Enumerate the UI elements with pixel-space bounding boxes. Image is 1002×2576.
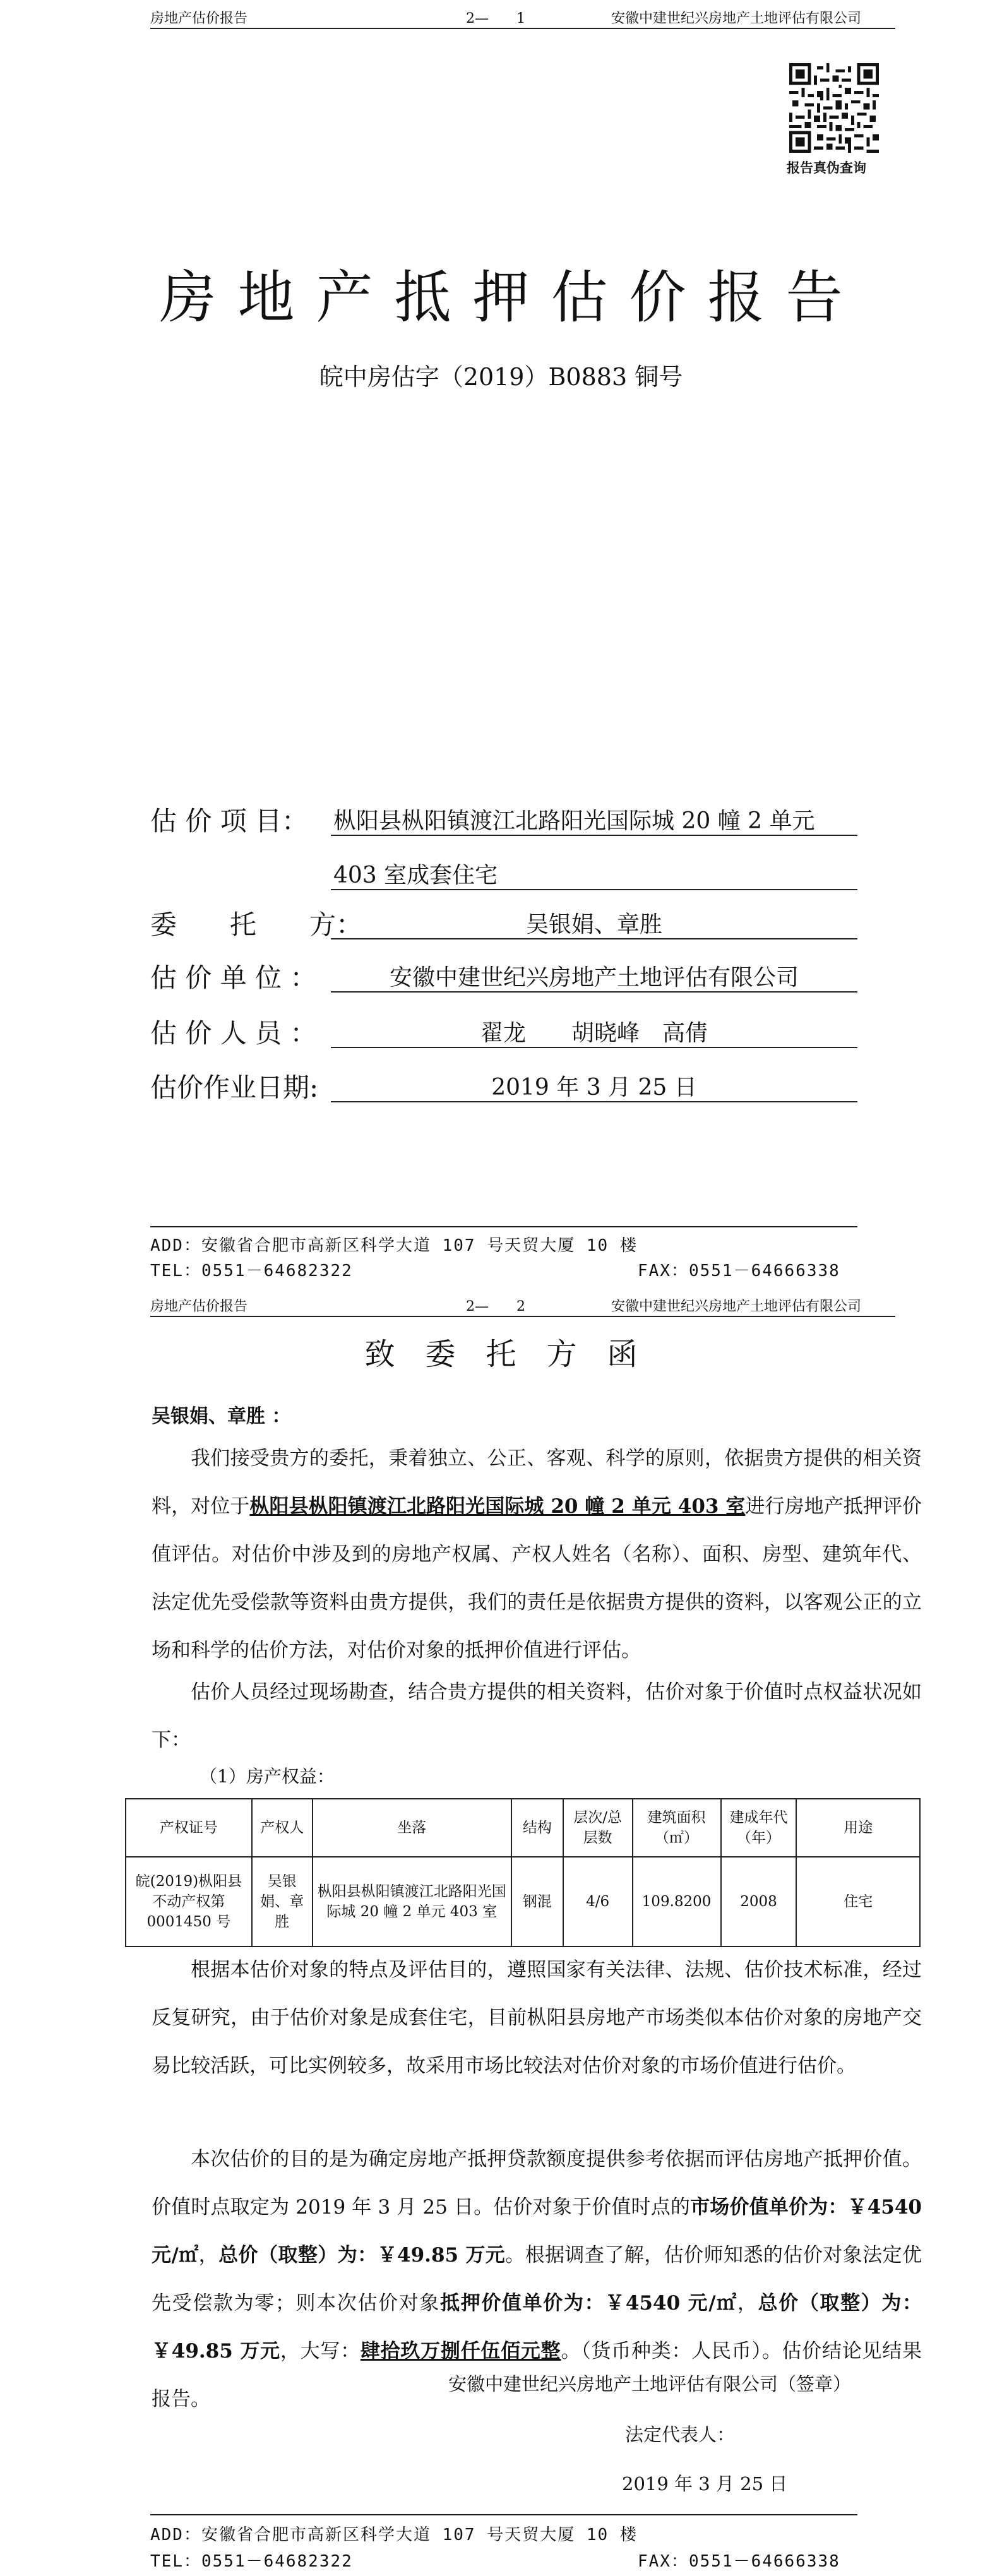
table-row — [126, 1857, 920, 1947]
page1-header-rule — [150, 28, 895, 29]
field-underline — [331, 835, 857, 836]
field-label-project: 估 价 项 目： — [150, 806, 309, 837]
qr-caption: 报告真伪查询 — [787, 160, 866, 176]
table-header-cell: 层次/总层数 — [563, 1799, 633, 1857]
table-cell: 109.8200 — [633, 1857, 721, 1947]
p4-text-a: 本次估价的目的是为确定房地产抵押贷款额度提供参考依据而评估房地产抵押价值。价值时点取定为 2019 年 3 月 25 日。估价对象于价值时点的 — [152, 2148, 922, 2219]
page1-header-right: 安徽中建世纪兴房地产土地评估有限公司 — [611, 11, 862, 27]
page1-footer-rule — [150, 1226, 857, 1227]
p4-mortgage-total-price: 总价（取整）为：￥49.85 万元 — [152, 2292, 922, 2363]
page2-footer-tel: TEL：0551－64682322 — [150, 2552, 353, 2571]
property-rights-table — [125, 1798, 921, 1947]
table-header-cell: 用途 — [796, 1799, 920, 1857]
field-label-client: 委 托 方： — [150, 909, 363, 940]
p4-text-k: 。（货币种类：人民币）。估价结论见结果报告。 — [152, 2340, 922, 2411]
p4-market-total-price: 总价（取整）为：￥49.85 万元 — [218, 2244, 506, 2267]
p4-text-g: ， — [737, 2292, 758, 2315]
field-value-unit: 安徽中建世纪兴房地产土地评估有限公司 — [389, 965, 799, 991]
p4-mortgage-unit-price: 抵押价值单价为：￥4540 元/㎡ — [440, 2292, 737, 2315]
table-header-cell: 结构 — [511, 1799, 563, 1857]
letter-paragraph-1 — [152, 1434, 922, 1674]
table-cell: 住宅 — [796, 1857, 920, 1947]
p4-amount-in-words: 肆拾玖万捌仟伍佰元整 — [360, 2340, 561, 2363]
field-value-date: 2019 年 3 月 25 日 — [491, 1075, 697, 1100]
p4-text-e: 。根据调查了解，估价师知悉的估价对象法定优先受偿款为零；则本次估价对象 — [152, 2244, 922, 2315]
table-header-cell: 建筑面积（㎡） — [633, 1799, 721, 1857]
page2-footer-address: ADD：安徽省合肥市高新区科学大道 107 号天贸大厦 10 楼 — [150, 2525, 638, 2544]
table-header-row — [126, 1799, 920, 1857]
signature-company: 安徽中建世纪兴房地产土地评估有限公司（签章） — [448, 2373, 852, 2395]
field-underline — [331, 889, 857, 890]
field-label-persons: 估 价 人 员 ： — [150, 1018, 317, 1049]
field-value-project-line2: 403 室成套住宅 — [333, 862, 498, 888]
report-title: 房地产抵押估价报告 — [159, 265, 864, 331]
p4-market-unit-price: 市场价值单价为：￥4540 元/㎡ — [152, 2196, 922, 2267]
field-label-unit: 估 价 单 位 ： — [150, 962, 317, 993]
field-underline — [331, 1047, 857, 1048]
table-header-cell: 产权证号 — [126, 1799, 252, 1857]
report-number: 皖中房估字（2019）B0883 铜号 — [319, 363, 683, 391]
letter-salutation: 吴银娟、章胜 ： — [152, 1405, 291, 1428]
letter-paragraph-3 — [152, 1946, 922, 2090]
p2-text: 估价人员经过现场勘查，结合贵方提供的相关资料，估价对象于价值时点权益状况如下： — [152, 1681, 922, 1751]
page2-header-rule — [150, 1316, 895, 1317]
table-caption: （1）房产权益： — [200, 1766, 335, 1787]
p4-text-c: ， — [198, 2244, 219, 2267]
page2-header-right: 安徽中建世纪兴房地产土地评估有限公司 — [611, 1299, 862, 1315]
table-header-cell: 产权人 — [252, 1799, 313, 1857]
table-cell: 吴银娟、章胜 — [252, 1857, 313, 1947]
p3-text: 根据本估价对象的特点及评估目的，遵照国家有关法律、法规、估价技术标准，经过反复研究，由于估价对象是成套住宅，目前枞阳县房地产市场类似本估价对象的房地产交易比较活跃，可比实例较多，故采用市场比较法对估价对象的市场价值进行估价。 — [152, 1959, 922, 2077]
page1-header-left: 房地产估价报告 — [150, 11, 248, 27]
page1-header-page-number: 2— 1 — [466, 11, 525, 27]
table-header-cell: 建成年代（年） — [721, 1799, 797, 1857]
letter-paragraph-2 — [152, 1668, 922, 1764]
field-label-date: 估价作业日期: — [150, 1072, 319, 1103]
field-underline — [331, 991, 857, 993]
table-cell: 枞阳县枞阳镇渡江北路阳光国际城 20 幢 2 单元 403 室 — [313, 1857, 511, 1947]
page1-footer-fax: FAX：0551－64666338 — [638, 1261, 840, 1280]
field-value-client: 吴银娟、章胜 — [525, 912, 662, 938]
table-cell: 4/6 — [563, 1857, 633, 1947]
field-underline — [331, 1101, 857, 1102]
signature-legal-representative: 法定代表人： — [625, 2424, 736, 2445]
p1-text-a: 我们接受贵方的委托，秉着独立、公正、客观、科学的原则，依据贵方提供的相关资料，对位于 — [152, 1447, 922, 1518]
p4-text-i: ，大写： — [280, 2340, 361, 2363]
page2-footer-rule — [150, 2514, 857, 2515]
table-cell: 钢混 — [511, 1857, 563, 1947]
field-value-project-line1: 枞阳县枞阳镇渡江北路阳光国际城 20 幢 2 单元 — [333, 808, 815, 834]
field-value-persons: 翟龙 胡晓峰 高倩 — [480, 1020, 708, 1046]
p1-text-c: 进行房地产抵押评价值评估。对估价中涉及到的房地产权属、产权人姓名（名称）、面积、房型、建筑年代、法定优先受偿款等资料由贵方提供，我们的责任是依据贵方提供的资料，以客观公正的立场和科学的估价方法，对估价对象的抵押价值进行评估。 — [152, 1495, 922, 1662]
field-underline — [331, 938, 857, 939]
page1-footer-tel: TEL：0551－64682322 — [150, 1261, 353, 1280]
qr-code-icon — [789, 63, 879, 153]
letter-title: 致 委 托 方 函 — [364, 1337, 638, 1372]
page2-footer-fax: FAX：0551－64666338 — [638, 2552, 840, 2571]
page1-footer-address: ADD：安徽省合肥市高新区科学大道 107 号天贸大厦 10 楼 — [150, 1236, 638, 1255]
table-header-cell: 坐落 — [313, 1799, 511, 1857]
table-cell: 2008 — [721, 1857, 797, 1947]
page2-header-page-number: 2— 2 — [466, 1299, 525, 1315]
table-cell: 皖(2019)枞阳县不动产权第 0001450 号 — [126, 1857, 252, 1947]
p1-property-address: 枞阳县枞阳镇渡江北路阳光国际城 20 幢 2 单元 403 室 — [249, 1495, 746, 1518]
signature-date: 2019 年 3 月 25 日 — [622, 2473, 788, 2495]
page2-header-left: 房地产估价报告 — [150, 1299, 248, 1315]
